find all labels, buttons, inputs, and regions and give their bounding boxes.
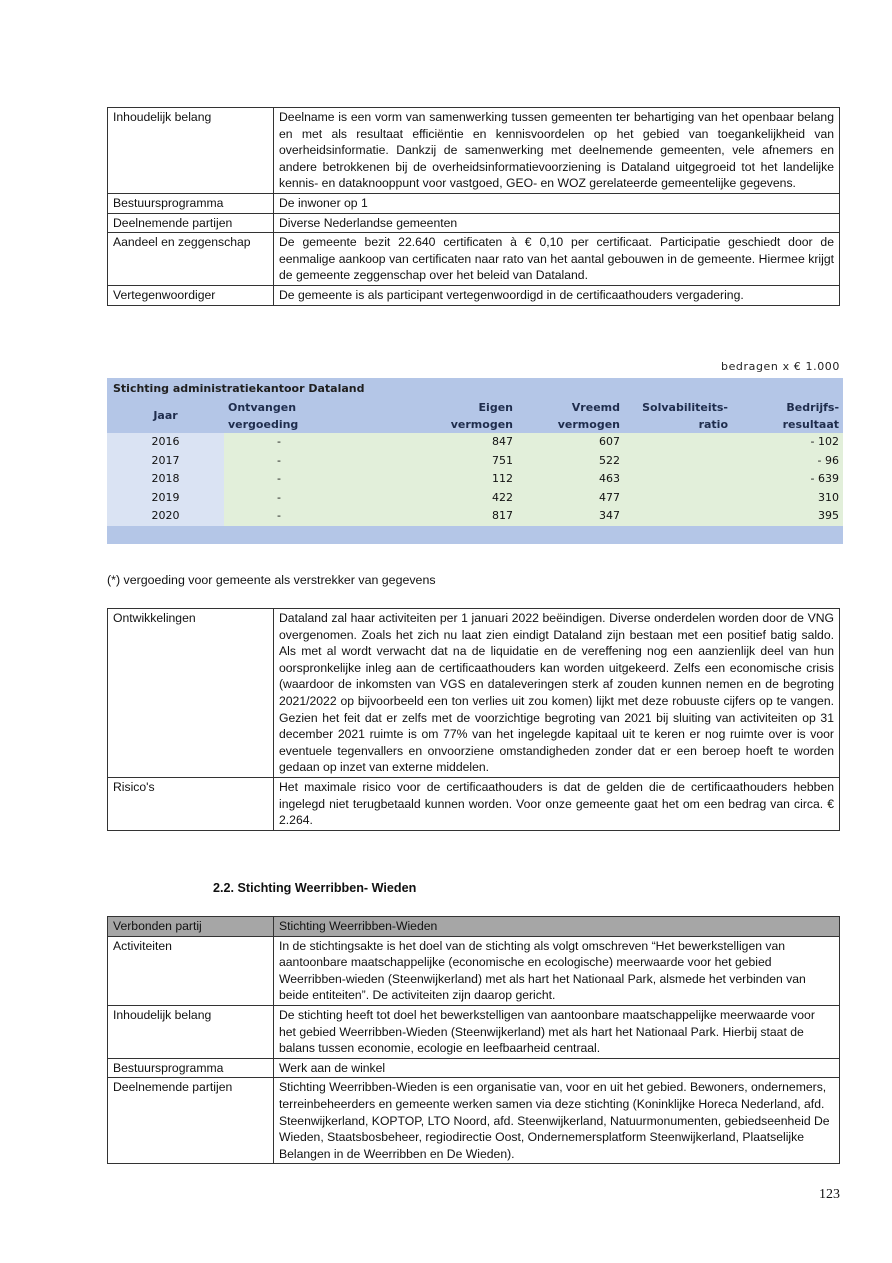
cell-year: 2017 xyxy=(107,452,224,471)
cell-year: 2018 xyxy=(107,470,224,489)
header-eigen-b: vermogen xyxy=(334,416,517,433)
header-solv-b: ratio xyxy=(624,416,732,433)
cell-solv xyxy=(624,507,732,526)
cell-solv xyxy=(624,470,732,489)
table-row xyxy=(108,1058,840,1078)
row-label: Vertegenwoordiger xyxy=(108,285,274,305)
cell-vreemd: 477 xyxy=(517,489,624,508)
cell-vreemd: 522 xyxy=(517,452,624,471)
cell-solv xyxy=(624,452,732,471)
financial-footer-row xyxy=(107,526,843,544)
cell-eigen: 112 xyxy=(334,470,517,489)
header-resultaat-a: Bedrijfs- xyxy=(732,399,843,416)
table-row xyxy=(107,489,843,508)
row-value: Werk aan de winkel xyxy=(274,1058,840,1078)
table-row xyxy=(108,1005,840,1058)
header-resultaat-b: resultaat xyxy=(732,416,843,433)
row-value: Stichting Weerribben-Wieden is een organisatie van, voor en uit het gebied. Bewoners, ondernemers, terreinbeheerders en gemeente werken samen via deze stichting (Koninklijke Horeca Nederland, afd. Steenwijkerland, KOPTOP, LTO Noord, afd. Steenwijkerland, Natuurmonumenten, gebiedseenheid De Wieden, Staatsbosbeheer, regiodirectie Oost, Ondernemersplatform Steenwijkerland, Plaatselijke Belangen in de Weerribben en De Wieden). xyxy=(274,1078,840,1164)
table-row xyxy=(108,213,840,233)
row-value: Dataland zal haar activiteiten per 1 januari 2022 beëindigen. Diverse onderdelen worden door de VNG overgenomen. Zoals het zich nu laat zien eindigt Dataland zijn bestaan met een positief batig saldo. Als met al wordt verwacht dat na de liquidatie en de vereffening nog een aanzienlijk deel van hun oorspronkelijke inleg aan de certificaathouders kan worden uitgekeerd. Zelfs een economische crisis (waardoor de inkomsten van VGS en dataleveringen sterk af zouden kunnen nemen en de begroting 2021/2022 op bijvoorbeeld een ton verlies uit zou komen) lijkt met deze robuuste cijfers op te vangen. Gezien het feit dat er zelfs met de voorzichtige begroting van 2021 bij sluiting van activiteiten op 31 december 2021 ruimte is om 77% van het ingelegde kapitaal uit te keren er nog ruimte over is voor eventuele tegenvallers en onvoorziene omstandigheden zonder dat er een beroep hoeft te worden gedaan op inzet van externe middelen. xyxy=(274,609,840,778)
cell-solv xyxy=(624,489,732,508)
cell-year: 2019 xyxy=(107,489,224,508)
cell-vreemd: 463 xyxy=(517,470,624,489)
section-heading: 2.2. Stichting Weerribben- Wieden xyxy=(213,881,417,895)
cell-resultaat: - 96 xyxy=(732,452,843,471)
row-value: De inwoner op 1 xyxy=(274,193,840,213)
row-label: Risico's xyxy=(108,777,274,830)
table-row xyxy=(108,193,840,213)
row-value: In de stichtingsakte is het doel van de stichting als volgt omschreven “Het bewerkstelligen van aantoonbare maatschappelijke (economische en ecologische) meerwaarde voor het gebied Weerribben-wieden (Steenwijkerland) met als hart het Nationaal Park, alsmede het verbinden van beide entiteiten”. De activiteiten zijn daarop gericht. xyxy=(274,936,840,1005)
dataland-info-table xyxy=(107,107,840,306)
cell-year: 2020 xyxy=(107,507,224,526)
row-label: Deelnemende partijen xyxy=(108,213,274,233)
header-vreemd-b: vermogen xyxy=(517,416,624,433)
cell-vreemd: 347 xyxy=(517,507,624,526)
row-label: Activiteiten xyxy=(108,936,274,1005)
row-label: Inhoudelijk belang xyxy=(108,108,274,194)
dataland-development-table xyxy=(107,608,840,831)
table-row xyxy=(107,470,843,489)
header-vreemd-a: Vreemd xyxy=(517,399,624,416)
cell-eigen: 847 xyxy=(334,433,517,452)
table-row xyxy=(108,233,840,286)
table-row xyxy=(107,452,843,471)
header-label: Verbonden partij xyxy=(108,917,274,937)
table-row xyxy=(108,285,840,305)
cell-vergoeding: - xyxy=(224,489,334,508)
cell-vreemd: 607 xyxy=(517,433,624,452)
page-number: 123 xyxy=(819,1187,840,1202)
financial-table xyxy=(107,378,843,544)
table-row xyxy=(108,1078,840,1164)
header-vergoeding-b: vergoeding xyxy=(224,416,334,433)
amounts-unit-note: bedragen x € 1.000 xyxy=(720,360,840,373)
row-label: Aandeel en zeggenschap xyxy=(108,233,274,286)
cell-vergoeding: - xyxy=(224,433,334,452)
cell-eigen: 751 xyxy=(334,452,517,471)
row-label: Deelnemende partijen xyxy=(108,1078,274,1164)
row-value: Het maximale risico voor de certificaathouders is dat de gelden die de certificaathouders hebben ingelegd niet terugbetaald kunnen worden. Voor onze gemeente gaat het om een bedrag van circa. € 2.264. xyxy=(274,777,840,830)
cell-vergoeding: - xyxy=(224,452,334,471)
cell-solv xyxy=(624,433,732,452)
table-row xyxy=(108,609,840,778)
table-row xyxy=(108,936,840,1005)
financial-title-row xyxy=(107,378,843,399)
cell-vergoeding: - xyxy=(224,470,334,489)
cell-resultaat: - 102 xyxy=(732,433,843,452)
cell-eigen: 817 xyxy=(334,507,517,526)
table-row xyxy=(107,433,843,452)
cell-resultaat: - 639 xyxy=(732,470,843,489)
row-value: De gemeente is als participant vertegenwoordigd in de certificaathouders vergadering. xyxy=(274,285,840,305)
table-row xyxy=(107,507,843,526)
cell-resultaat: 395 xyxy=(732,507,843,526)
row-label: Bestuursprogramma xyxy=(108,1058,274,1078)
footnote: (*) vergoeding voor gemeente als verstrekker van gegevens xyxy=(107,573,436,587)
header-year: Jaar xyxy=(107,399,224,433)
weerribben-wieden-table xyxy=(107,916,840,1164)
row-value: De stichting heeft tot doel het bewerkstelligen van aantoonbare maatschappelijke meerwaarde voor het gebied Weerribben-Wieden (Steenwijkerland) met als hart het Nationaal Park. Hierbij staat de balans tussen economie, ecologie en leefbaarheid centraal. xyxy=(274,1005,840,1058)
header-value: Stichting Weerribben-Wieden xyxy=(274,917,840,937)
cell-vergoeding: - xyxy=(224,507,334,526)
row-value: Deelname is een vorm van samenwerking tussen gemeenten ter behartiging van het openbaar belang en met als resultaat efficiëntie en kennisvoordelen op het gebied van toegankelijkheid van overheidsinformatie. Dankzij de samenwerking met deelnemende gemeenten, vele afnemers en andere betrokkenen bij de overheidsinformatievoorziening is Dataland uitgegroeid tot het landelijke kennis- en dataknooppunt voor vastgoed, GEO- en WOZ gerelateerde gemeentelijke gegevens. xyxy=(274,108,840,194)
financial-title: Stichting administratiekantoor Dataland xyxy=(107,378,843,399)
table-row xyxy=(108,777,840,830)
row-value: De gemeente bezit 22.640 certificaten à € 0,10 per certificaat. Participatie geschiedt door de eenmalige aankoop van certificaten naar rato van het aantal gebouwen in de gemeente. Hiermee krijgt de gemeente zeggenschap over het beleid van Dataland. xyxy=(274,233,840,286)
cell-year: 2016 xyxy=(107,433,224,452)
header-vergoeding-a: Ontvangen xyxy=(224,399,334,416)
financial-header-row-1 xyxy=(107,399,843,416)
cell-resultaat: 310 xyxy=(732,489,843,508)
header-eigen-a: Eigen xyxy=(334,399,517,416)
row-value: Diverse Nederlandse gemeenten xyxy=(274,213,840,233)
cell-eigen: 422 xyxy=(334,489,517,508)
table-row xyxy=(108,108,840,194)
header-solv-a: Solvabiliteits- xyxy=(624,399,732,416)
row-label: Ontwikkelingen xyxy=(108,609,274,778)
row-label: Bestuursprogramma xyxy=(108,193,274,213)
row-label: Inhoudelijk belang xyxy=(108,1005,274,1058)
table-header-row xyxy=(108,917,840,937)
